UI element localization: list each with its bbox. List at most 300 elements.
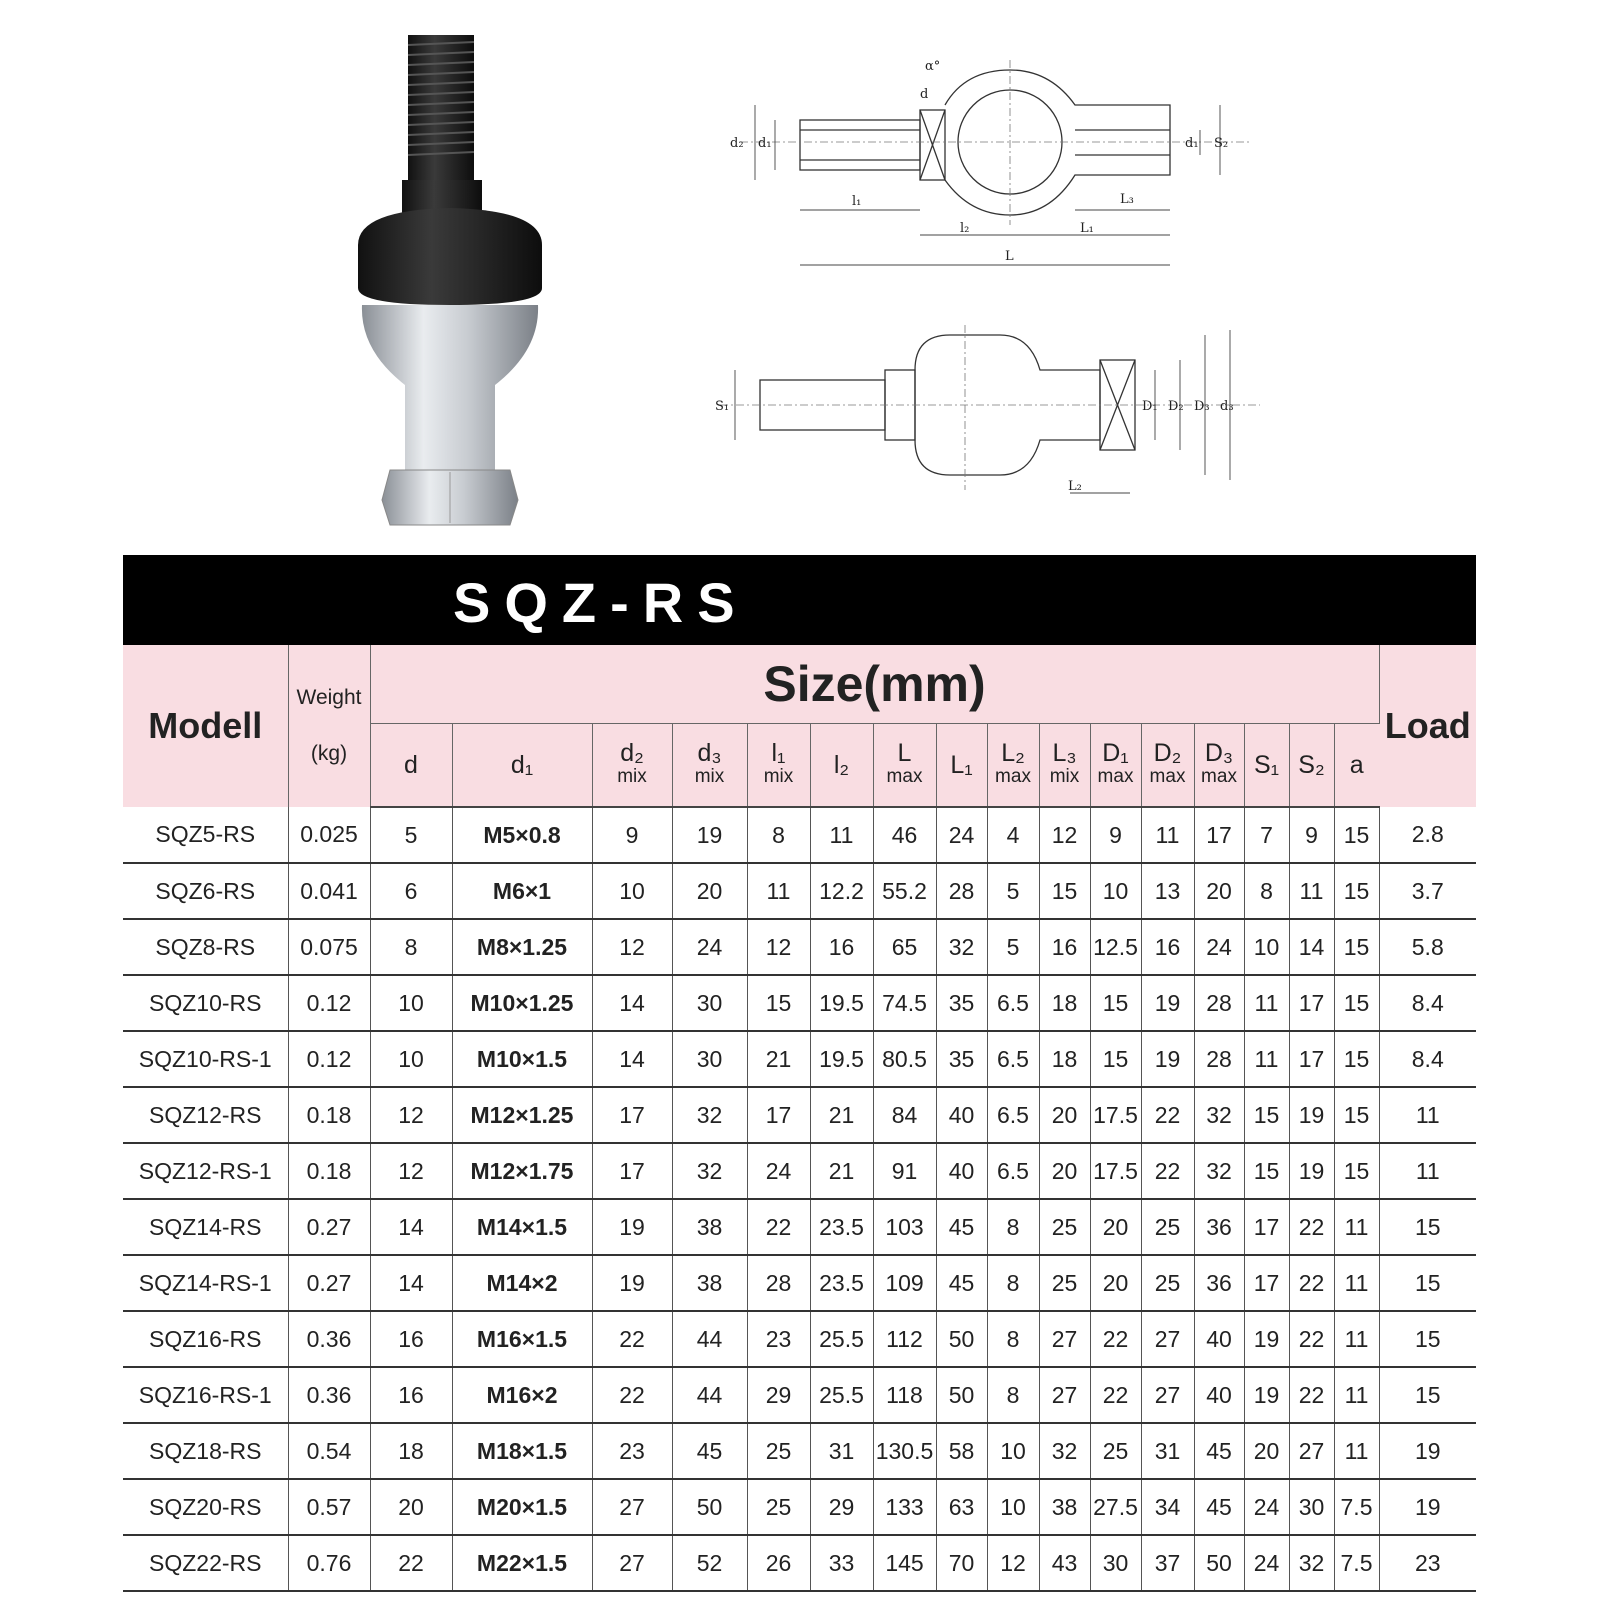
column-header [1039,724,1090,808]
table-cell: 16 [370,1311,452,1367]
table-cell: 12 [987,1535,1039,1591]
table-cell: 22 [1289,1199,1334,1255]
table-cell: 50 [672,1479,747,1535]
table-cell: 16 [1039,919,1090,975]
table-cell: 10 [592,863,672,919]
table-cell: 22 [1090,1311,1141,1367]
table-cell: 15 [1244,1143,1289,1199]
table-cell: 133 [873,1479,936,1535]
table-cell: 0.57 [288,1479,370,1535]
thread-cell: M14×1.5 [452,1199,592,1255]
column-header [370,724,452,808]
table-cell: 8 [987,1311,1039,1367]
table-cell: 31 [1141,1423,1194,1479]
table-cell: 22 [1289,1255,1334,1311]
table-cell: 29 [810,1479,873,1535]
table-cell: 32 [1289,1535,1334,1591]
table-cell: 30 [1090,1535,1141,1591]
product-photo [350,30,550,530]
model-cell: SQZ14-RS [123,1199,288,1255]
table-cell: 50 [936,1367,987,1423]
column-header-qualifier: max [1149,766,1186,787]
table-cell: 17.5 [1090,1087,1141,1143]
table-cell: 17 [1244,1255,1289,1311]
table-cell: 14 [370,1255,452,1311]
table-cell: 84 [873,1087,936,1143]
table-cell: 11 [1334,1255,1379,1311]
table-cell: 28 [1194,975,1244,1031]
table-cell: 35 [936,975,987,1031]
table-cell: 30 [1289,1479,1334,1535]
column-header-symbol: D₃ [1204,739,1234,767]
table-cell: 11 [810,807,873,863]
table-cell: 38 [1039,1479,1090,1535]
model-cell: SQZ14-RS-1 [123,1255,288,1311]
thread-cell: M14×2 [452,1255,592,1311]
table-cell: 22 [1090,1367,1141,1423]
table-cell: 22 [592,1367,672,1423]
column-header-qualifier: mix [763,766,794,787]
model-cell: SQZ22-RS [123,1535,288,1591]
table-cell: 23.5 [810,1255,873,1311]
table-cell: 15 [1039,863,1090,919]
table-cell: 27 [1141,1311,1194,1367]
table-cell: 17.5 [1090,1143,1141,1199]
table-cell: 0.075 [288,919,370,975]
table-cell: 11 [1244,1031,1289,1087]
table-cell: 19 [1379,1423,1476,1479]
table-cell: 6.5 [987,1031,1039,1087]
table-cell: 10 [987,1423,1039,1479]
header-size: Size(mm) [370,645,1379,724]
table-cell: 20 [1039,1143,1090,1199]
table-cell: 30 [672,1031,747,1087]
table-cell: 14 [1289,919,1334,975]
table-cell: 18 [1039,975,1090,1031]
table-row [123,1031,1476,1087]
table-row [123,1087,1476,1143]
table-cell: 118 [873,1367,936,1423]
table-cell: 22 [1289,1367,1334,1423]
column-header-symbol: S₁ [1253,751,1280,779]
table-cell: 5 [987,863,1039,919]
table-row [123,1311,1476,1367]
table-cell: 6.5 [987,1087,1039,1143]
model-cell: SQZ10-RS-1 [123,1031,288,1087]
table-cell: 32 [672,1087,747,1143]
table-row [123,975,1476,1031]
table-cell: 20 [1090,1199,1141,1255]
table-cell: 25 [1141,1199,1194,1255]
table-cell: 20 [1090,1255,1141,1311]
table-cell: 40 [936,1143,987,1199]
table-cell: 16 [1141,919,1194,975]
table-cell: 19 [592,1255,672,1311]
thread-cell: M5×0.8 [452,807,592,863]
table-cell: 19 [1289,1087,1334,1143]
table-cell: 21 [747,1031,810,1087]
table-cell: 63 [936,1479,987,1535]
table-row [123,807,1476,863]
table-cell: 31 [810,1423,873,1479]
spec-table [123,645,1476,1592]
table-cell: 20 [672,863,747,919]
dim-label: D₂ [1168,399,1184,414]
table-cell: 15 [1090,975,1141,1031]
table-cell: 24 [1244,1479,1289,1535]
table-cell: 8 [1244,863,1289,919]
table-cell: 0.18 [288,1087,370,1143]
table-cell: 19 [1244,1311,1289,1367]
table-cell: 15 [1379,1311,1476,1367]
column-header [936,724,987,808]
table-cell: 12 [370,1143,452,1199]
table-cell: 0.36 [288,1311,370,1367]
model-cell: SQZ6-RS [123,863,288,919]
table-cell: 12 [592,919,672,975]
table-cell: 25 [747,1423,810,1479]
table-cell: 38 [672,1255,747,1311]
column-header [672,724,747,808]
table-cell: 20 [370,1479,452,1535]
table-row [123,863,1476,919]
table-cell: 40 [1194,1367,1244,1423]
table-cell: 0.54 [288,1423,370,1479]
table-row [123,1479,1476,1535]
dim-label: l₂ [960,221,970,236]
table-cell: 20 [1194,863,1244,919]
table-cell: 0.025 [288,807,370,863]
table-cell: 15 [1334,975,1379,1031]
dim-label: S₁ [715,399,730,414]
table-cell: 45 [936,1255,987,1311]
table-cell: 32 [1039,1423,1090,1479]
table-cell: 11 [1244,975,1289,1031]
table-cell: 44 [672,1367,747,1423]
model-cell: SQZ16-RS-1 [123,1367,288,1423]
table-cell: 46 [873,807,936,863]
table-cell: 0.27 [288,1199,370,1255]
technical-diagram-top-view [710,325,1270,510]
table-cell: 11 [1289,863,1334,919]
table-cell: 37 [1141,1535,1194,1591]
table-cell: 55.2 [873,863,936,919]
table-row [123,1255,1476,1311]
table-cell: 27 [1289,1423,1334,1479]
table-cell: 44 [672,1311,747,1367]
table-cell: 19.5 [810,975,873,1031]
table-cell: 21 [810,1143,873,1199]
table-cell: 22 [1141,1087,1194,1143]
header-weight [288,645,370,807]
model-cell: SQZ12-RS [123,1087,288,1143]
column-header-qualifier: mix [694,766,725,787]
column-header-qualifier: mix [617,766,647,787]
column-header [1289,724,1334,808]
thread-cell: M10×1.25 [452,975,592,1031]
table-cell: 50 [936,1311,987,1367]
column-header-symbol: D₁ [1102,739,1129,767]
table-cell: 15 [1090,1031,1141,1087]
table-cell: 22 [1141,1143,1194,1199]
table-cell: 0.12 [288,1031,370,1087]
table-cell: 40 [1194,1311,1244,1367]
table-cell: 12.2 [810,863,873,919]
column-header [1090,724,1141,808]
table-cell: 17 [592,1087,672,1143]
table-cell: 8 [987,1199,1039,1255]
table-cell: 109 [873,1255,936,1311]
model-cell: SQZ8-RS [123,919,288,975]
table-cell: 6.5 [987,975,1039,1031]
dim-label: L₁ [1080,221,1094,236]
table-cell: 130.5 [873,1423,936,1479]
table-cell: 45 [1194,1423,1244,1479]
table-cell: 58 [936,1423,987,1479]
table-cell: 27 [1039,1311,1090,1367]
table-cell: 32 [936,919,987,975]
table-cell: 0.27 [288,1255,370,1311]
dim-label: S₂ [1214,136,1229,151]
table-cell: 45 [672,1423,747,1479]
thread-cell: M10×1.5 [452,1031,592,1087]
table-cell: 9 [1090,807,1141,863]
column-header [987,724,1039,808]
table-cell: 7 [1244,807,1289,863]
table-row [123,1367,1476,1423]
column-header-symbol: d₂ [620,739,644,767]
table-cell: 21 [810,1087,873,1143]
table-cell: 19.5 [810,1031,873,1087]
table-cell: 18 [370,1423,452,1479]
table-cell: 10 [370,1031,452,1087]
table-title: SQZ-RS [453,571,749,634]
table-cell: 5 [370,807,452,863]
table-cell: 45 [936,1199,987,1255]
table-cell: 13 [1141,863,1194,919]
table-cell: 19 [1379,1479,1476,1535]
table-cell: 11 [1334,1311,1379,1367]
table-cell: 30 [672,975,747,1031]
table-cell: 15 [747,975,810,1031]
model-cell: SQZ12-RS-1 [123,1143,288,1199]
table-cell: 11 [1379,1087,1476,1143]
table-cell: 18 [1039,1031,1090,1087]
table-cell: 8.4 [1379,1031,1476,1087]
table-cell: 8 [987,1367,1039,1423]
table-cell: 8 [747,807,810,863]
table-cell: 10 [987,1479,1039,1535]
table-cell: 15 [1334,807,1379,863]
table-cell: 25 [1039,1199,1090,1255]
dim-label: d₃ [1220,399,1234,414]
table-cell: 10 [1090,863,1141,919]
table-cell: 24 [936,807,987,863]
table-cell: 11 [1334,1199,1379,1255]
thread-cell: M12×1.25 [452,1087,592,1143]
table-cell: 11 [747,863,810,919]
table-cell: 32 [1194,1143,1244,1199]
dim-label: d₂ [730,136,744,151]
table-cell: 19 [1244,1367,1289,1423]
table-cell: 11 [1334,1367,1379,1423]
table-cell: 4 [987,807,1039,863]
table-cell: 16 [810,919,873,975]
table-cell: 29 [747,1367,810,1423]
table-cell: 9 [592,807,672,863]
table-cell: 34 [1141,1479,1194,1535]
column-header-symbol: L₃ [1052,739,1077,767]
table-cell: 15 [1244,1087,1289,1143]
thread-cell: M6×1 [452,863,592,919]
column-header-qualifier: max [995,766,1031,787]
thread-cell: M12×1.75 [452,1143,592,1199]
table-cell: 24 [747,1143,810,1199]
column-header-qualifier: max [886,766,923,787]
table-cell: 40 [936,1087,987,1143]
column-header-qualifier: max [1201,766,1237,787]
column-header [452,724,592,808]
table-cell: 32 [672,1143,747,1199]
table-cell: 8 [370,919,452,975]
table-cell: 19 [592,1199,672,1255]
dim-label: L₂ [1068,479,1082,494]
table-cell: 8.4 [1379,975,1476,1031]
dim-label: L [1005,249,1014,264]
table-cell: 28 [936,863,987,919]
table-cell: 25 [1039,1255,1090,1311]
table-cell: 15 [1334,1087,1379,1143]
table-cell: 11 [1334,1423,1379,1479]
column-header-qualifier: mix [1049,766,1080,787]
table-cell: 74.5 [873,975,936,1031]
table-cell: 17 [1289,1031,1334,1087]
table-cell: 27 [1039,1367,1090,1423]
table-cell: 38 [672,1199,747,1255]
dim-label: D₃ [1194,399,1210,414]
thread-cell: M22×1.5 [452,1535,592,1591]
table-cell: 23 [592,1423,672,1479]
technical-diagram-side-view [730,50,1260,280]
table-cell: 27 [1141,1367,1194,1423]
table-cell: 2.8 [1379,807,1476,863]
table-cell: 0.18 [288,1143,370,1199]
table-cell: 15 [1334,919,1379,975]
table-cell: 14 [592,1031,672,1087]
table-cell: 14 [370,1199,452,1255]
table-cell: 25.5 [810,1311,873,1367]
table-cell: 6.5 [987,1143,1039,1199]
table-title-bar [123,555,1476,645]
table-cell: 15 [1379,1255,1476,1311]
table-cell: 23.5 [810,1199,873,1255]
table-cell: 17 [592,1143,672,1199]
table-cell: 91 [873,1143,936,1199]
header-weight-unit: (kg) [310,742,348,765]
table-cell: 33 [810,1535,873,1591]
table-cell: 3.7 [1379,863,1476,919]
column-header-symbol: L₁ [950,751,973,779]
model-cell: SQZ10-RS [123,975,288,1031]
table-cell: 27.5 [1090,1479,1141,1535]
table-cell: 24 [1244,1535,1289,1591]
table-cell: 14 [592,975,672,1031]
model-cell: SQZ20-RS [123,1479,288,1535]
table-cell: 5 [987,919,1039,975]
table-cell: 10 [1244,919,1289,975]
table-cell: 15 [1334,1143,1379,1199]
header-weight-label: Weight [296,686,362,709]
table-cell: 50 [1194,1535,1244,1591]
table-cell: 6 [370,863,452,919]
table-cell: 20 [1244,1423,1289,1479]
table-cell: 25 [1141,1255,1194,1311]
table-cell: 36 [1194,1255,1244,1311]
table-cell: 0.76 [288,1535,370,1591]
table-cell: 27 [592,1535,672,1591]
table-row [123,1143,1476,1199]
table-cell: 25 [747,1479,810,1535]
table-cell: 7.5 [1334,1479,1379,1535]
table-cell: 12.5 [1090,919,1141,975]
table-cell: 15 [1334,1031,1379,1087]
column-header-symbol: L [897,739,912,767]
table-cell: 65 [873,919,936,975]
dim-label: D₁ [1142,399,1158,414]
column-header-symbol: d₃ [697,739,722,767]
column-header [592,724,672,808]
column-header-symbol: S₂ [1298,751,1325,779]
model-cell: SQZ16-RS [123,1311,288,1367]
column-header-symbol: d [404,751,418,779]
table-row [123,1199,1476,1255]
table-cell: 70 [936,1535,987,1591]
table-cell: 23 [1379,1535,1476,1591]
thread-cell: M8×1.25 [452,919,592,975]
thread-cell: M18×1.5 [452,1423,592,1479]
header-model: Modell [123,645,288,807]
table-cell: 16 [370,1367,452,1423]
table-cell: 11 [1141,807,1194,863]
table-cell: 22 [592,1311,672,1367]
dim-label: α° [925,59,941,74]
table-cell: 19 [1141,975,1194,1031]
table-cell: 12 [1039,807,1090,863]
table-cell: 28 [747,1255,810,1311]
table-cell: 15 [1334,863,1379,919]
dim-label: d₁ [758,136,772,151]
table-cell: 35 [936,1031,987,1087]
table-cell: 5.8 [1379,919,1476,975]
table-cell: 24 [1194,919,1244,975]
column-header-symbol: L₂ [1001,739,1025,767]
table-cell: 17 [747,1087,810,1143]
table-row [123,919,1476,975]
thread-cell: M16×2 [452,1367,592,1423]
table-cell: 10 [370,975,452,1031]
column-header [1141,724,1194,808]
table-cell: 17 [1194,807,1244,863]
header-load: Load [1379,645,1476,807]
table-cell: 0.041 [288,863,370,919]
table-cell: 17 [1289,975,1334,1031]
column-header-symbol: a [1349,751,1364,779]
table-cell: 0.12 [288,975,370,1031]
table-cell: 27 [592,1479,672,1535]
column-header [1244,724,1289,808]
table-cell: 28 [1194,1031,1244,1087]
column-header [1334,724,1379,808]
